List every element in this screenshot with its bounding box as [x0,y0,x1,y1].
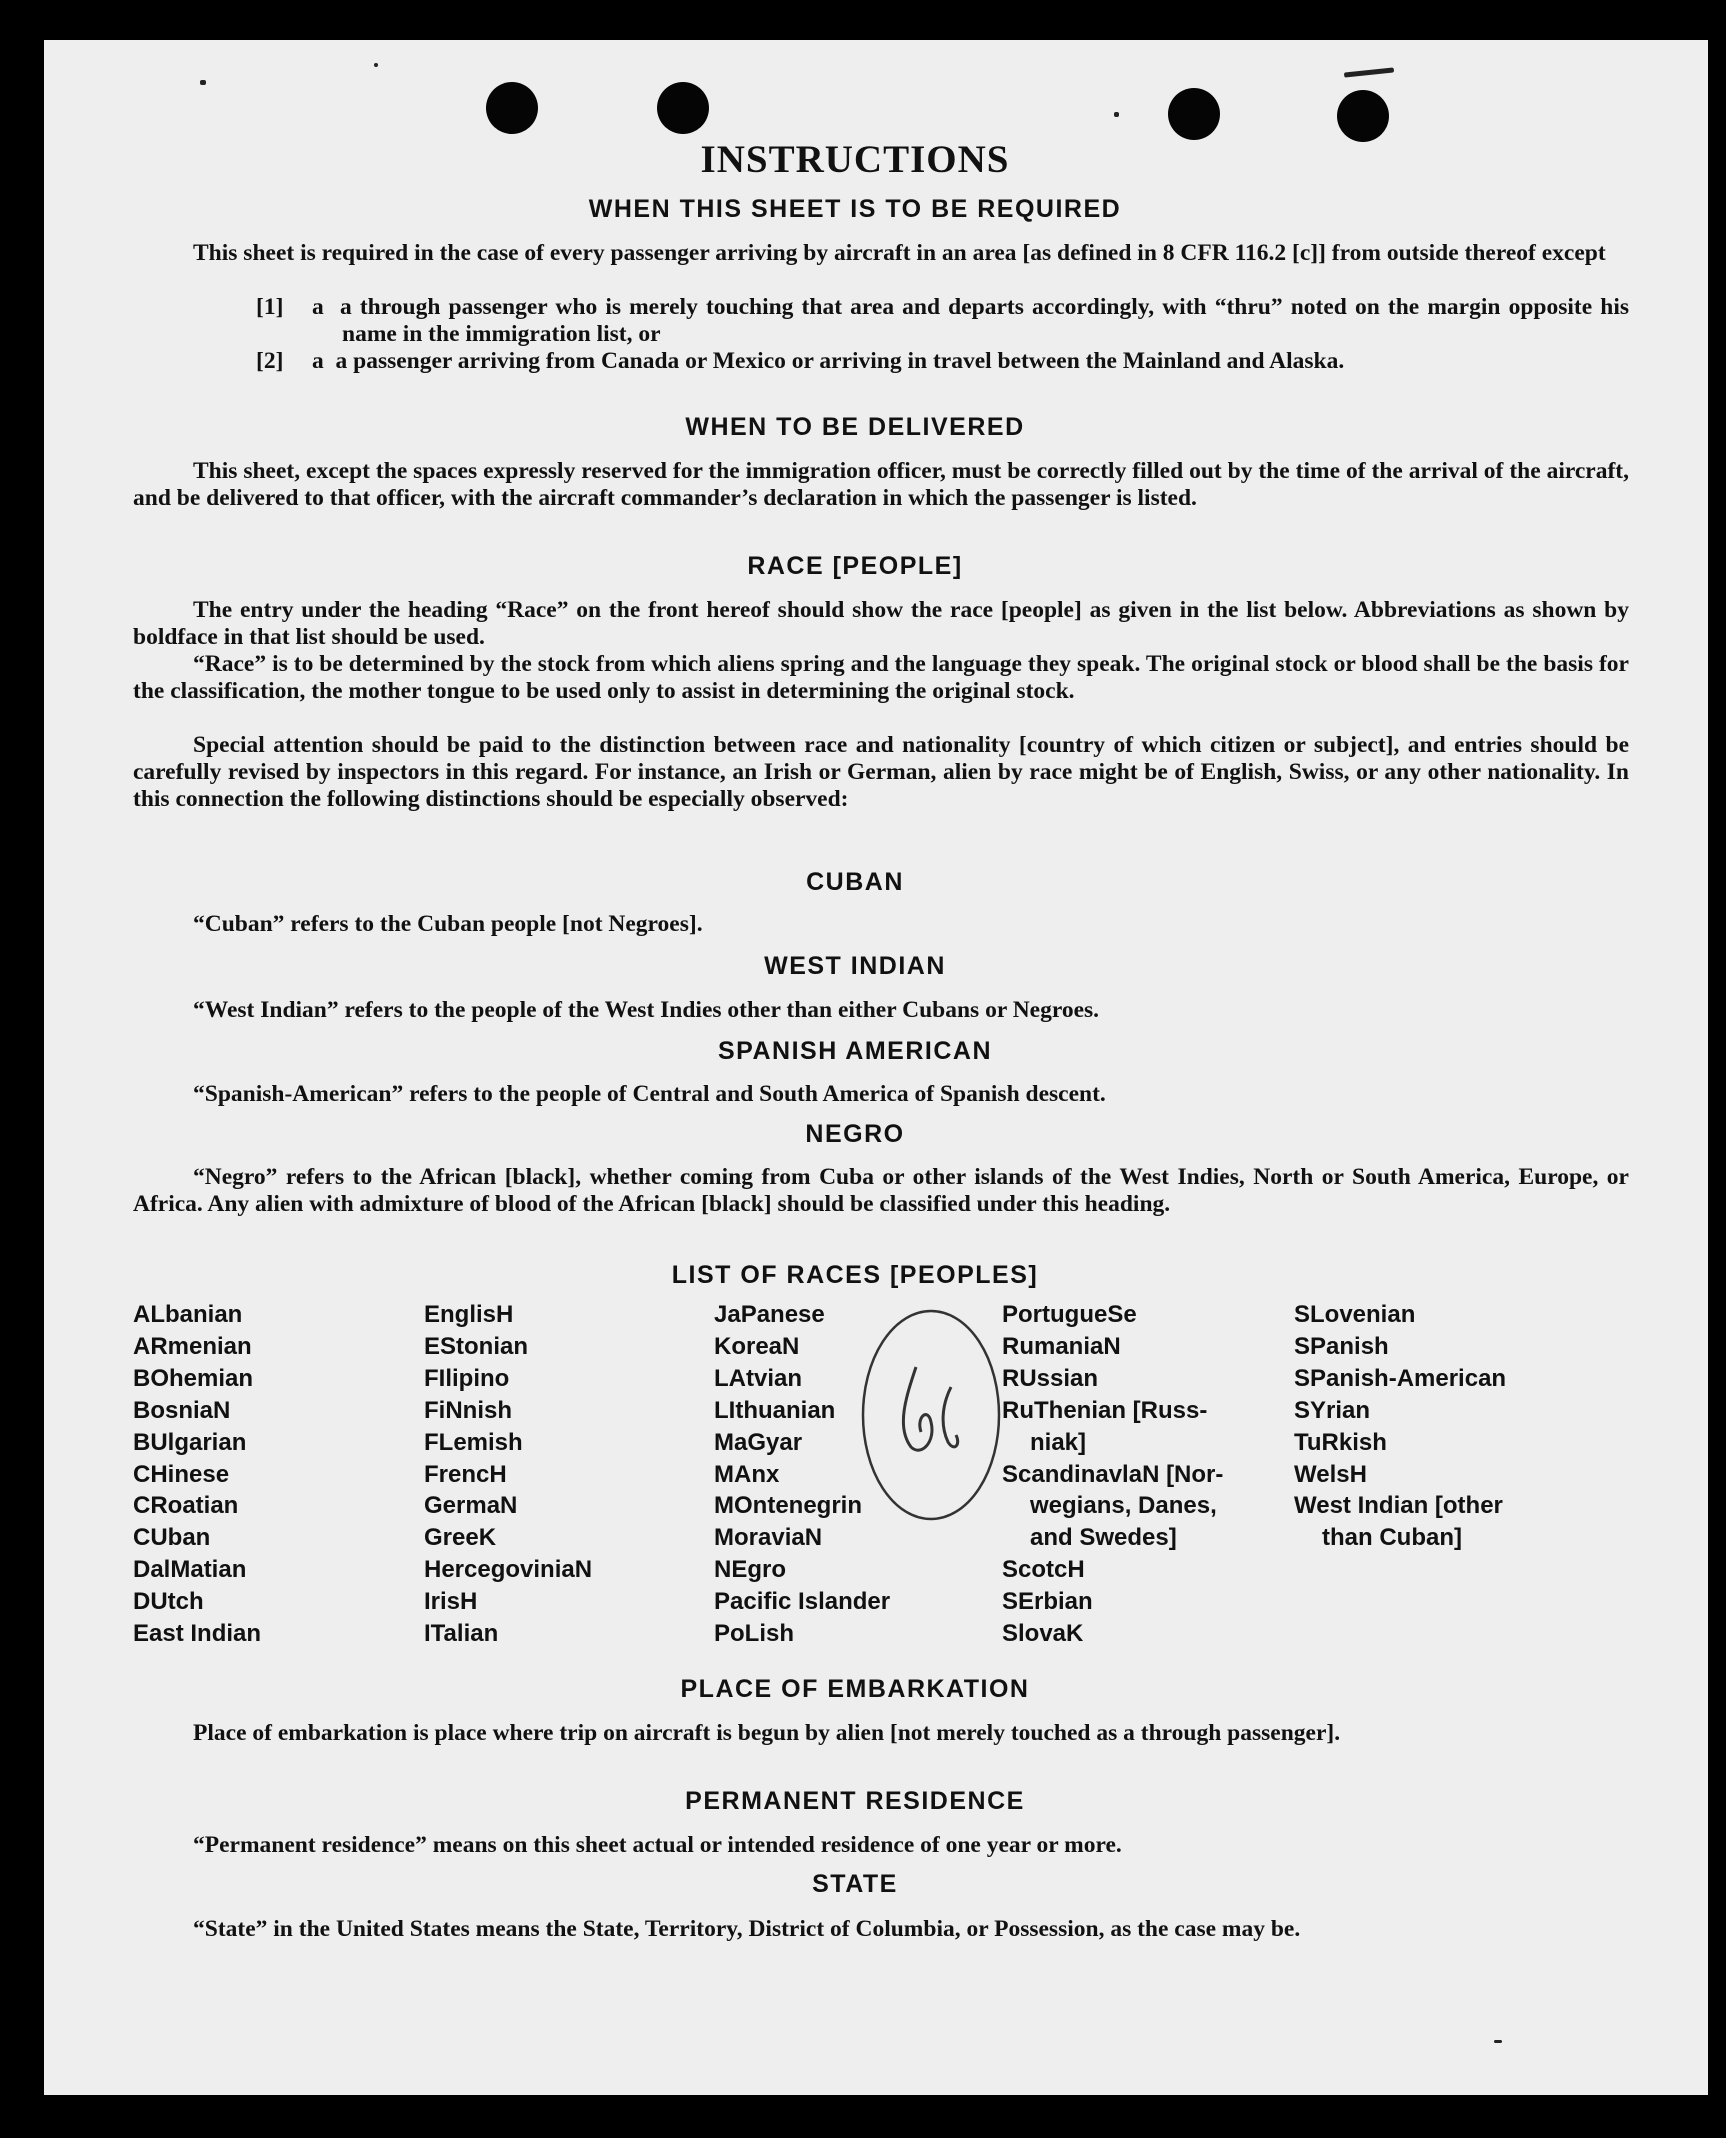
item-1-number: [1] [256,294,284,320]
heading-list-of-races: LIST OF RACES [PEOPLES] [671,1261,1039,1289]
ink-speck [374,63,378,67]
ink-speck [1494,2040,1502,2043]
heading-spanish-american: SPANISH AMERICAN [717,1037,992,1065]
race-entry: HercegoviniaN [424,1556,593,1584]
item-2-text: a a passenger arriving from Canada or Mexico or arriving in travel between the Mainland and Alaska. [312,348,1345,374]
race-entry: SPanish-American [1294,1364,1507,1392]
punch-hole [657,82,709,134]
race-paragraph-1: The entry under the heading “Race” on the front hereof should show the race [people] as given in the list below. Abbreviations as shown by boldface in that list should be used. [133,597,1629,650]
page-title: INSTRUCTIONS [700,138,1010,181]
ink-speck [1114,112,1119,117]
heading-west-indian: WEST INDIAN [764,952,946,980]
heading-embarkation: PLACE OF EMBARKATION [680,1675,1030,1703]
race-entry: niak] [1030,1428,1087,1456]
race-entry: wegians, Danes, [1030,1492,1217,1520]
race-entry: PoLish [714,1620,795,1648]
race-entry: SErbian [1002,1588,1093,1616]
race-entry: SYrian [1294,1396,1371,1424]
race-entry: MAnx [714,1460,780,1488]
race-entry: MOntenegrin [714,1492,862,1520]
punch-hole [486,82,538,134]
race-entry: GreeK [424,1524,497,1552]
race-entry: MoraviaN [714,1524,823,1552]
race-entry: BosniaN [133,1396,231,1424]
race-entry: MaGyar [714,1428,803,1456]
race-paragraph-2: “Race” is to be determined by the stock from which aliens spring and the language they speak. The original stock or blood shall be the basis for the classification, the mother tongue to be used only to assist in determining the original stock. [133,651,1629,704]
heading-when-delivered: WHEN TO BE DELIVERED [685,413,1025,441]
state-text: “State” in the United States means the State, Territory, District of Columbia, or Possession, as the case may be. [193,1916,1301,1942]
punch-hole [1337,90,1389,142]
cuban-text: “Cuban” refers to the Cuban people [not Negroes]. [193,911,703,937]
race-entry: DUtch [133,1588,204,1616]
race-paragraph-3: Special attention should be paid to the distinction between race and nationality [country of which citizen or subject], and entries should be carefully revised by inspectors in this regard. For instance, an Irish or German, alien by race might be of English, Swiss, or any other nationality. In this connection the following distinctions should be especially observed: [133,732,1629,812]
item-1-text: a a through passenger who is merely touching that area and departs accordingly, with “thru” noted on the margin opposite his name in the immigration list, or [312,294,1629,347]
race-entry: Pacific Islander [714,1588,891,1616]
punch-hole [1168,88,1220,140]
negro-text: “Negro” refers to the African [black], whether coming from Cuba or other islands of the West Indies, North or South America, Europe, or Africa. Any alien with admixture of blood of the African [black] should be classified under this heading. [133,1164,1629,1217]
heading-negro: NEGRO [805,1120,905,1148]
handwritten-circle-mark [856,1307,1006,1527]
heading-cuban: CUBAN [806,868,904,896]
race-entry: TuRkish [1294,1428,1387,1456]
race-entry: KoreaN [714,1332,800,1360]
heading-permanent-residence: PERMANENT RESIDENCE [685,1787,1025,1815]
race-entry: LAtvian [714,1364,803,1392]
race-entry: LIthuanian [714,1396,836,1424]
races-column-2 [424,1299,592,1650]
race-entry: FLemish [424,1428,523,1456]
race-entry: IrisH [424,1588,478,1616]
race-entry: ITalian [424,1620,499,1648]
race-entry: SlovaK [1002,1620,1084,1648]
race-entry: ALbanian [133,1301,243,1328]
race-entry: GermaN [424,1492,518,1520]
race-entry: PortugueSe [1002,1301,1137,1328]
required-intro: This sheet is required in the case of every passenger arriving by aircraft in an area [as defined in 8 CFR 116.2 [c]] from outside thereof except [193,240,1606,266]
race-entry: EnglisH [424,1301,514,1328]
race-entry: CRoatian [133,1492,239,1520]
races-column-5 [1294,1299,1506,1554]
race-entry: ScotcH [1002,1556,1085,1584]
race-entry: than Cuban] [1322,1524,1462,1552]
heading-state: STATE [812,1870,898,1898]
item-2-number: [2] [256,348,284,374]
race-entry: West Indian [other [1294,1492,1503,1520]
ink-speck [1344,67,1394,77]
race-entry: CHinese [133,1460,230,1488]
race-entry: ARmenian [133,1332,252,1360]
race-entry: FrencH [424,1460,507,1488]
race-entry: SLovenian [1294,1301,1416,1328]
race-entry: East Indian [133,1620,262,1648]
race-entry: ScandinavlaN [Nor- [1002,1460,1224,1488]
race-entry: FiNnish [424,1396,512,1424]
ink-speck [200,80,206,85]
races-column-1 [133,1299,261,1650]
west-indian-text: “West Indian” refers to the people of the West Indies other than either Cubans or Negroes. [193,997,1100,1023]
race-entry: DalMatian [133,1556,247,1584]
race-entry: RUssian [1002,1364,1099,1392]
race-entry: FIlipino [424,1364,510,1392]
item-2-body: a passenger arriving from Canada or Mexico or arriving in travel between the Mainland and Alaska. [335,348,1345,374]
races-column-4 [1002,1299,1223,1650]
race-entry: JaPanese [714,1301,825,1328]
embarkation-text: Place of embarkation is place where trip on aircraft is begun by alien [not merely touched as a through passenger]. [193,1720,1341,1746]
delivered-text: This sheet, except the spaces expressly reserved for the immigration officer, must be correctly filled out by the time of the arrival of the aircraft, and be delivered to that officer, with the aircraft commander’s declaration in which the passenger is listed. [133,458,1629,511]
heading-when-required: WHEN THIS SHEET IS TO BE REQUIRED [588,195,1122,223]
race-entry: RuThenian [Russ- [1002,1396,1208,1424]
item-1-body: a through passenger who is merely touching that area and departs accordingly, with “thru” noted on the margin opposite his name in the immigration list, or [339,294,1629,347]
race-entry: RumaniaN [1002,1332,1121,1360]
spanish-american-text: “Spanish-American” refers to the people of Central and South America of Spanish descent. [193,1081,1106,1107]
race-entry: WelsH [1294,1460,1367,1488]
residence-text: “Permanent residence” means on this sheet actual or intended residence of one year or more. [193,1832,1122,1858]
race-entry: EStonian [424,1332,529,1360]
race-entry: CUban [133,1524,211,1552]
race-entry: BOhemian [133,1364,254,1392]
race-entry: NEgro [714,1556,786,1584]
race-entry: SPanish [1294,1332,1389,1360]
race-entry: and Swedes] [1030,1524,1177,1552]
heading-race: RACE [PEOPLE] [747,552,963,580]
race-entry: BUlgarian [133,1428,247,1456]
instruction-sheet [44,40,1708,2095]
